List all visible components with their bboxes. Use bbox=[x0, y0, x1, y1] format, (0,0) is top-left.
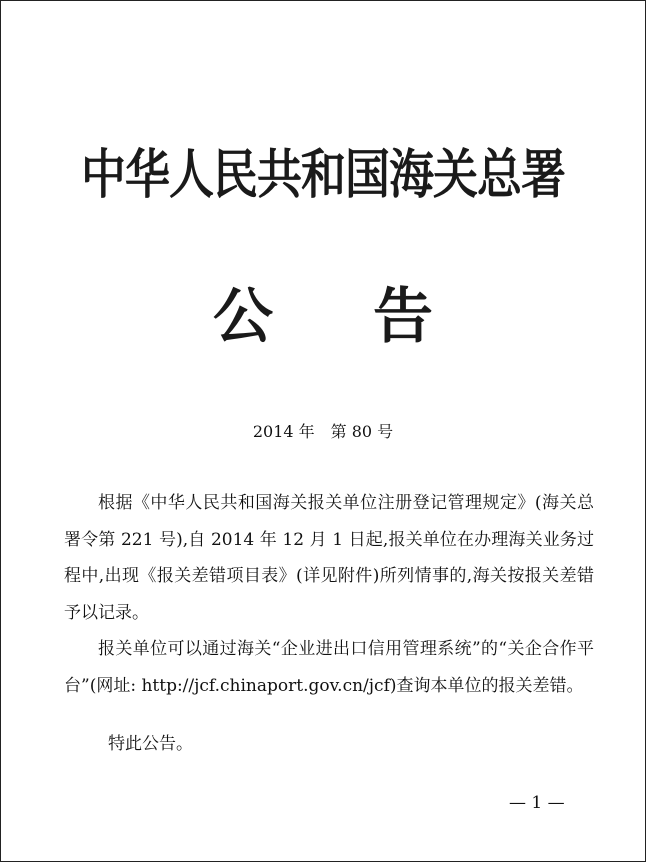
body-paragraph-2: 报关单位可以通过海关“企业进出口信用管理系统”的“关企合作平台”(网址: http://jcf.chinaport.gov.cn/jcf)查询本单位的报关差错。 bbox=[64, 639, 594, 696]
heading-char-1: 公 bbox=[213, 282, 273, 352]
announcement-heading bbox=[1, 269, 645, 355]
page-number: — 1 — bbox=[509, 793, 565, 813]
heading-char-2: 告 bbox=[373, 282, 433, 352]
body-paragraph-1: 根据《中华人民共和国海关报关单位注册登记管理规定》(海关总署令第 221 号),自 2014 年 12 月 1 日起,报关单位在办理海关业务过程中,出现《报关差错项目表》(详见附件)所列情事的,海关按报关差错予以记录。 bbox=[64, 493, 594, 623]
announcement-body bbox=[64, 485, 594, 704]
closing-line: 特此公告。 bbox=[108, 734, 193, 754]
document-number: 2014 年 第 80 号 bbox=[252, 422, 394, 441]
agency-title: 中华人民共和国海关总署 bbox=[80, 142, 565, 206]
